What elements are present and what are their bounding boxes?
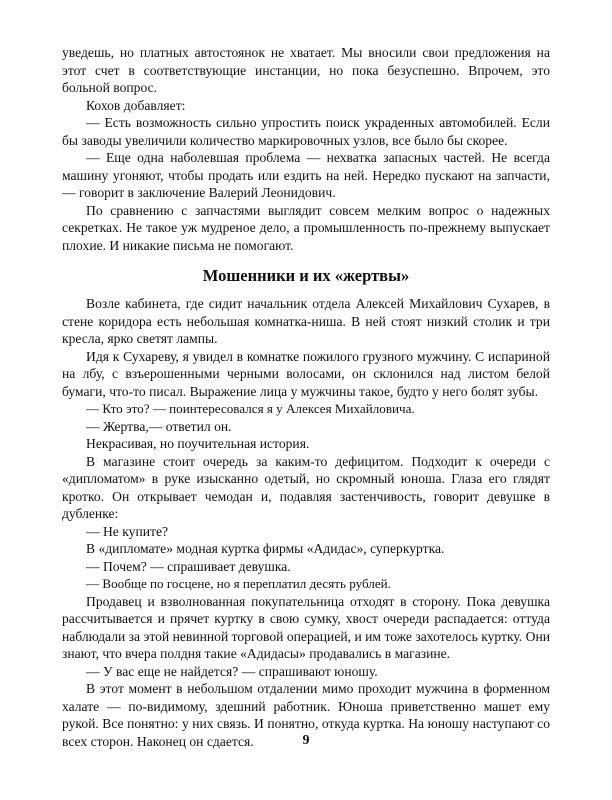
paragraph: Некрасивая, но поучительная история. [86, 436, 310, 451]
page-number: 9 [302, 733, 310, 748]
section-fraudsters [62, 295, 550, 750]
paragraph: В магазине стоит очередь за каким-то дефицитом. Подходит к очереди с «дипломатом» в руке изысканно одетый, но скромный юноша. Глаза его глядят кротко. Он открывает чемодан и, подавляя застенчивость, говорит девушке в дубленке: [62, 453, 550, 521]
paragraph: Кохов добавляет: [86, 97, 186, 113]
paragraph: Возле кабинета, где сидит начальник отдела Алексей Михайлович Сухарев, в стене коридора есть небольшая комнатка-ниша. В ней стоят низкий столик и три кресла, ярко светят лампы. [62, 296, 550, 346]
paragraph: В этот момент в небольшом отдалении мимо проходит мужчина в форменном халате — по-видимому, здешний работник. Юноша приветственно машет ему рукой. Все понятно: у них связь. И понятно, откуда куртка. На юношу наступают со всех сторон. Наконец он сдается. [62, 681, 550, 749]
paragraph: Продавец и взволнованная покупательница отходят в сторону. Пока девушка рассчитывается и прячет куртку в свою сумку, хвост очереди распадается: оттуда наблюдали за этой невинной торговой операцией, и им тоже захотелось куртку. Они знают, что вчера полдня такие «Адидасы» продавались в магазине. [62, 593, 550, 661]
paragraph: Идя к Сухареву, я увидел в комнатке пожилого грузного мужчину. С испариной на лбу, с взъерошенными черными волосами, он склонился над листом белой бумаги, что-то писал. Выражение лица у мужчины такое, будто у него болят зубы. [62, 348, 550, 399]
paragraph: По сравнению с запчастями выглядит совсем мелким вопрос о надежных секретках. Не такое уж мудреное дело, а промышленность по-прежнему выпускает плохие. И никакие письма не помогают. [62, 202, 550, 253]
paragraph: В «дипломате» модная куртка фирмы «Адидас», суперкуртка. [86, 541, 445, 556]
paragraph: — Еще одна наболевшая проблема — нехватка запасных частей. Не всегда машину угоняют, чтобы продать или ездить на ней. Нередко пускают на запчасти,— говорит в заключение Валерий Леонидович. [62, 150, 550, 200]
paragraph: уведешь, но платных автостоянок не хватает. Мы вносили свои предложения на этот счет в соответствующие инстанции, но пока безуспешно. Впрочем, это больной вопрос. [62, 45, 550, 95]
dialogue-line: — У вас еще не найдется? — спрашивают юношу. [86, 663, 378, 679]
dialogue-line: — Вообще по госцене, но я переплатил десять рублей. [86, 576, 391, 591]
dialogue-line: — Кто это? — поинтересовался я у Алексея Михайловича. [86, 401, 415, 416]
dialogue-line: — Не купите? [86, 523, 169, 539]
section-intro [62, 44, 550, 254]
dialogue-line: — Жертва,— ответил он. [86, 418, 232, 434]
paragraph: — Есть возможность сильно упростить поиск украденных автомобилей. Если бы заводы увеличили количество маркировочных узлов, все было бы скорее. [62, 115, 550, 148]
section-heading: Мошенники и их «жертвы» [202, 266, 410, 285]
dialogue-line: — Почем? — спрашивает девушка. [86, 558, 291, 574]
